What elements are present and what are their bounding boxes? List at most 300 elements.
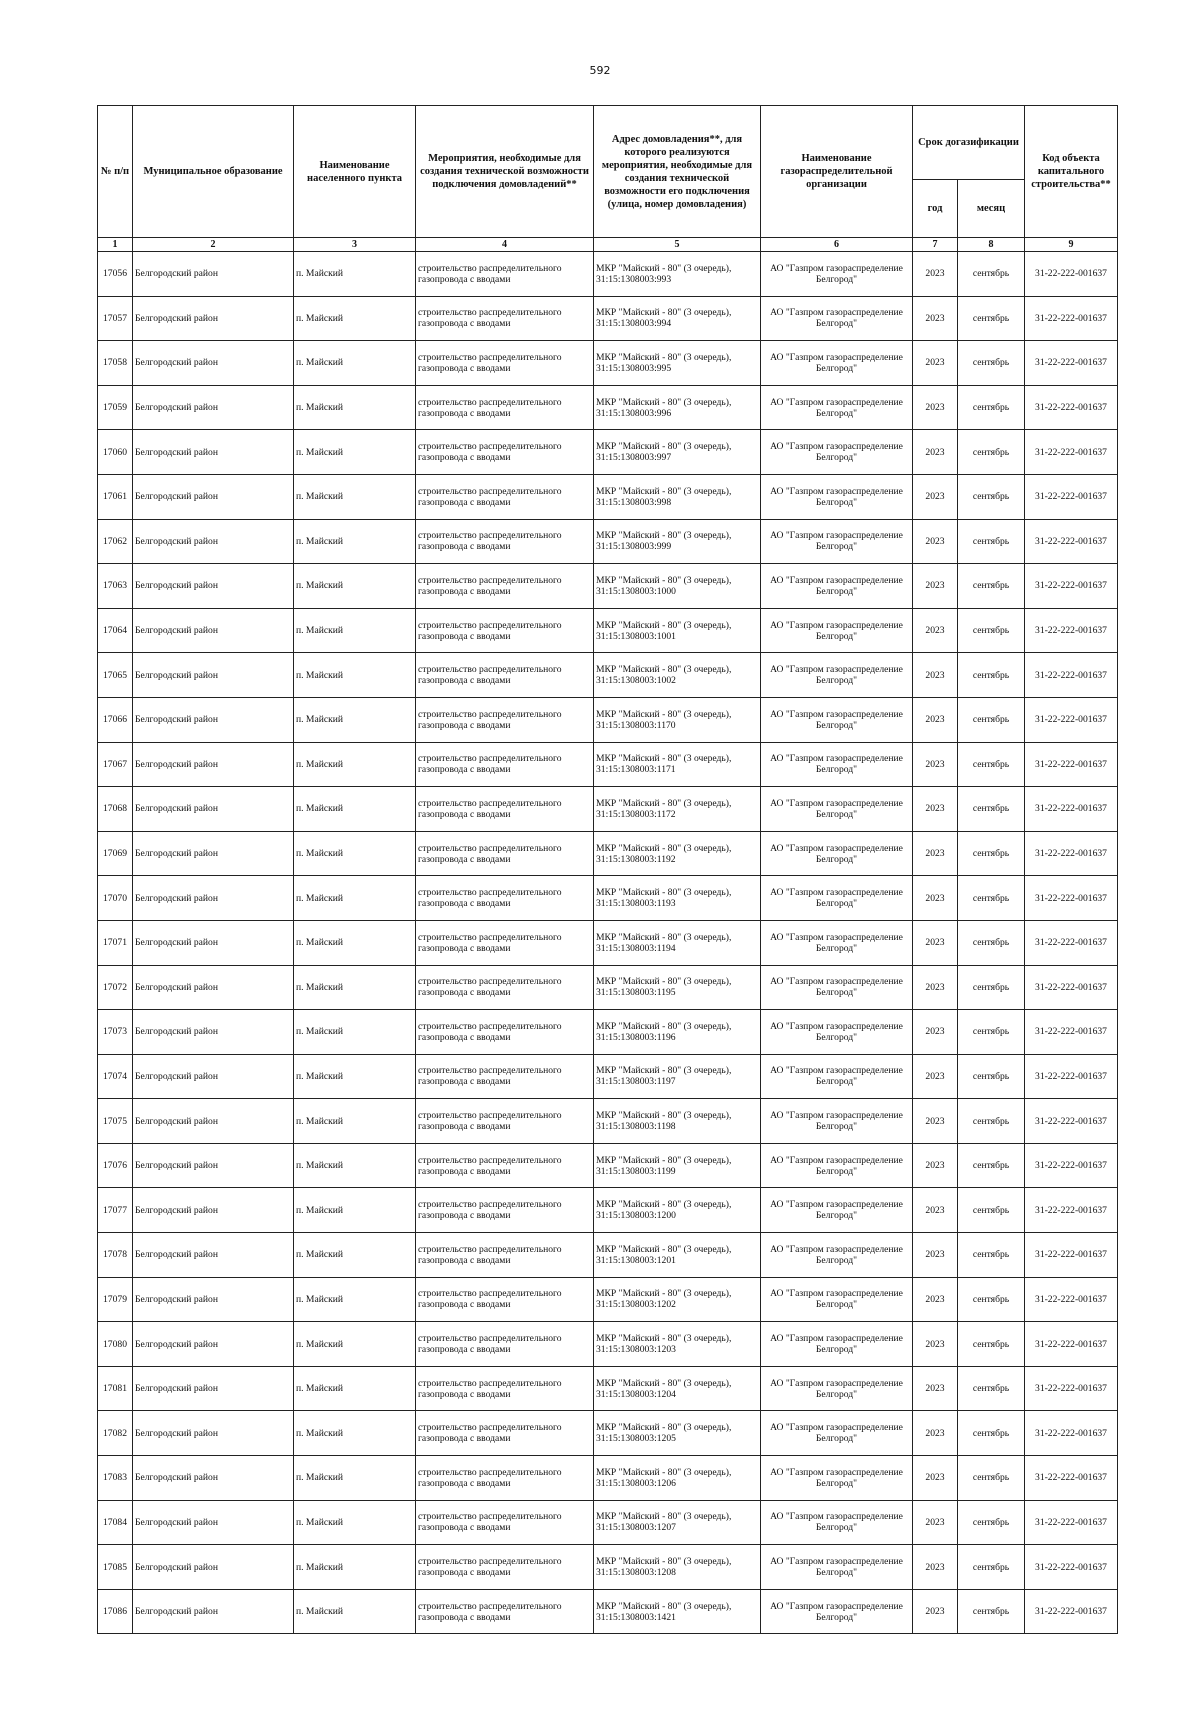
- month-cell: сентябрь: [958, 1545, 1025, 1590]
- table-row: [98, 1099, 1118, 1144]
- address-cell: МКР "Майский - 80" (3 очередь), 31:15:1308003:993: [594, 252, 761, 297]
- month-cell: сентябрь: [958, 1411, 1025, 1456]
- object-code-cell: 31-22-222-001637: [1025, 1589, 1118, 1634]
- object-code-cell: 31-22-222-001637: [1025, 1411, 1118, 1456]
- row-number: 17067: [98, 742, 133, 787]
- organization-cell: АО "Газпром газораспределение Белгород": [761, 1589, 913, 1634]
- object-code-cell: 31-22-222-001637: [1025, 831, 1118, 876]
- settlement-cell: п. Майский: [294, 831, 416, 876]
- municipality-cell: Белгородский район: [133, 1188, 294, 1233]
- table-row: [98, 1010, 1118, 1055]
- object-code-cell: 31-22-222-001637: [1025, 742, 1118, 787]
- table-row: [98, 920, 1118, 965]
- object-code-cell: 31-22-222-001637: [1025, 1143, 1118, 1188]
- municipality-cell: Белгородский район: [133, 1411, 294, 1456]
- address-cell: МКР "Майский - 80" (3 очередь), 31:15:1308003:1207: [594, 1500, 761, 1545]
- measure-cell: строительство распределительного газопровода с вводами: [416, 1589, 594, 1634]
- object-code-cell: 31-22-222-001637: [1025, 653, 1118, 698]
- row-number: 17057: [98, 296, 133, 341]
- object-code-cell: 31-22-222-001637: [1025, 1099, 1118, 1144]
- month-cell: сентябрь: [958, 430, 1025, 475]
- month-cell: сентябрь: [958, 385, 1025, 430]
- header-num: № п/п: [98, 106, 133, 238]
- object-code-cell: 31-22-222-001637: [1025, 341, 1118, 386]
- object-code-cell: 31-22-222-001637: [1025, 876, 1118, 921]
- organization-cell: АО "Газпром газораспределение Белгород": [761, 1233, 913, 1278]
- row-number: 17082: [98, 1411, 133, 1456]
- organization-cell: АО "Газпром газораспределение Белгород": [761, 1054, 913, 1099]
- settlement-cell: п. Майский: [294, 1500, 416, 1545]
- year-cell: 2023: [913, 1188, 958, 1233]
- settlement-cell: п. Майский: [294, 608, 416, 653]
- municipality-cell: Белгородский район: [133, 564, 294, 609]
- measure-cell: строительство распределительного газопровода с вводами: [416, 1500, 594, 1545]
- year-cell: 2023: [913, 1545, 958, 1590]
- month-cell: сентябрь: [958, 1456, 1025, 1501]
- municipality-cell: Белгородский район: [133, 1500, 294, 1545]
- year-cell: 2023: [913, 1233, 958, 1278]
- row-number: 17081: [98, 1366, 133, 1411]
- measure-cell: строительство распределительного газопровода с вводами: [416, 519, 594, 564]
- row-number: 17060: [98, 430, 133, 475]
- address-cell: МКР "Майский - 80" (3 очередь), 31:15:1308003:1421: [594, 1589, 761, 1634]
- organization-cell: АО "Газпром газораспределение Белгород": [761, 474, 913, 519]
- month-cell: сентябрь: [958, 920, 1025, 965]
- year-cell: 2023: [913, 920, 958, 965]
- object-code-cell: 31-22-222-001637: [1025, 1500, 1118, 1545]
- header-org: Наименование газораспределительной организации: [761, 106, 913, 238]
- month-cell: сентябрь: [958, 1277, 1025, 1322]
- object-code-cell: 31-22-222-001637: [1025, 564, 1118, 609]
- row-number: 17075: [98, 1099, 133, 1144]
- table-row: [98, 742, 1118, 787]
- table-row: [98, 252, 1118, 297]
- municipality-cell: Белгородский район: [133, 608, 294, 653]
- row-number: 17074: [98, 1054, 133, 1099]
- column-number-row: [98, 238, 1118, 252]
- address-cell: МКР "Майский - 80" (3 очередь), 31:15:1308003:1205: [594, 1411, 761, 1456]
- measure-cell: строительство распределительного газопровода с вводами: [416, 876, 594, 921]
- settlement-cell: п. Майский: [294, 1589, 416, 1634]
- table-body: [98, 252, 1118, 1634]
- organization-cell: АО "Газпром газораспределение Белгород": [761, 1143, 913, 1188]
- settlement-cell: п. Майский: [294, 1233, 416, 1278]
- address-cell: МКР "Майский - 80" (3 очередь), 31:15:1308003:1195: [594, 965, 761, 1010]
- table-row: [98, 1233, 1118, 1278]
- organization-cell: АО "Газпром газораспределение Белгород": [761, 1099, 913, 1144]
- municipality-cell: Белгородский район: [133, 1099, 294, 1144]
- header-code: Код объекта капитального строительства**: [1025, 106, 1118, 238]
- row-number: 17083: [98, 1456, 133, 1501]
- measure-cell: строительство распределительного газопровода с вводами: [416, 965, 594, 1010]
- year-cell: 2023: [913, 1589, 958, 1634]
- month-cell: сентябрь: [958, 1366, 1025, 1411]
- row-number: 17058: [98, 341, 133, 386]
- month-cell: сентябрь: [958, 965, 1025, 1010]
- column-number: 9: [1025, 238, 1118, 252]
- table-row: [98, 1366, 1118, 1411]
- row-number: 17066: [98, 697, 133, 742]
- month-cell: сентябрь: [958, 296, 1025, 341]
- address-cell: МКР "Майский - 80" (3 очередь), 31:15:1308003:1196: [594, 1010, 761, 1055]
- header-address: Адрес домовладения**, для которого реализуются мероприятия, необходимые для создания технической возможности его подключения (улица, номер домовладения): [594, 106, 761, 238]
- year-cell: 2023: [913, 1411, 958, 1456]
- municipality-cell: Белгородский район: [133, 1545, 294, 1590]
- organization-cell: АО "Газпром газораспределение Белгород": [761, 1500, 913, 1545]
- organization-cell: АО "Газпром газораспределение Белгород": [761, 920, 913, 965]
- address-cell: МКР "Майский - 80" (3 очередь), 31:15:1308003:1193: [594, 876, 761, 921]
- municipality-cell: Белгородский район: [133, 831, 294, 876]
- table-row: [98, 1277, 1118, 1322]
- organization-cell: АО "Газпром газораспределение Белгород": [761, 876, 913, 921]
- table-row: [98, 831, 1118, 876]
- organization-cell: АО "Газпром газораспределение Белгород": [761, 564, 913, 609]
- organization-cell: АО "Газпром газораспределение Белгород": [761, 608, 913, 653]
- table-row: [98, 1500, 1118, 1545]
- settlement-cell: п. Майский: [294, 697, 416, 742]
- month-cell: сентябрь: [958, 876, 1025, 921]
- object-code-cell: 31-22-222-001637: [1025, 1233, 1118, 1278]
- address-cell: МКР "Майский - 80" (3 очередь), 31:15:1308003:1001: [594, 608, 761, 653]
- month-cell: сентябрь: [958, 564, 1025, 609]
- address-cell: МКР "Майский - 80" (3 очередь), 31:15:1308003:1198: [594, 1099, 761, 1144]
- measure-cell: строительство распределительного газопровода с вводами: [416, 831, 594, 876]
- month-cell: сентябрь: [958, 519, 1025, 564]
- settlement-cell: п. Майский: [294, 1143, 416, 1188]
- address-cell: МКР "Майский - 80" (3 очередь), 31:15:1308003:1194: [594, 920, 761, 965]
- measure-cell: строительство распределительного газопровода с вводами: [416, 430, 594, 475]
- organization-cell: АО "Газпром газораспределение Белгород": [761, 430, 913, 475]
- row-number: 17064: [98, 608, 133, 653]
- year-cell: 2023: [913, 831, 958, 876]
- table-row: [98, 564, 1118, 609]
- municipality-cell: Белгородский район: [133, 787, 294, 832]
- year-cell: 2023: [913, 1143, 958, 1188]
- settlement-cell: п. Майский: [294, 965, 416, 1010]
- column-number: 5: [594, 238, 761, 252]
- year-cell: 2023: [913, 474, 958, 519]
- year-cell: 2023: [913, 430, 958, 475]
- column-number: 1: [98, 238, 133, 252]
- settlement-cell: п. Майский: [294, 742, 416, 787]
- column-number: 7: [913, 238, 958, 252]
- row-number: 17065: [98, 653, 133, 698]
- row-number: 17059: [98, 385, 133, 430]
- measure-cell: строительство распределительного газопровода с вводами: [416, 742, 594, 787]
- year-cell: 2023: [913, 252, 958, 297]
- settlement-cell: п. Майский: [294, 1099, 416, 1144]
- municipality-cell: Белгородский район: [133, 697, 294, 742]
- month-cell: сентябрь: [958, 1010, 1025, 1055]
- year-cell: 2023: [913, 296, 958, 341]
- table-row: [98, 1411, 1118, 1456]
- table-row: [98, 1545, 1118, 1590]
- address-cell: МКР "Майский - 80" (3 очередь), 31:15:1308003:1208: [594, 1545, 761, 1590]
- object-code-cell: 31-22-222-001637: [1025, 1322, 1118, 1367]
- organization-cell: АО "Газпром газораспределение Белгород": [761, 653, 913, 698]
- table-row: [98, 965, 1118, 1010]
- municipality-cell: Белгородский район: [133, 653, 294, 698]
- organization-cell: АО "Газпром газораспределение Белгород": [761, 1366, 913, 1411]
- year-cell: 2023: [913, 1099, 958, 1144]
- table-row: [98, 430, 1118, 475]
- object-code-cell: 31-22-222-001637: [1025, 252, 1118, 297]
- table-row: [98, 1589, 1118, 1634]
- municipality-cell: Белгородский район: [133, 965, 294, 1010]
- settlement-cell: п. Майский: [294, 341, 416, 386]
- object-code-cell: 31-22-222-001637: [1025, 474, 1118, 519]
- row-number: 17077: [98, 1188, 133, 1233]
- table-row: [98, 697, 1118, 742]
- measure-cell: строительство распределительного газопровода с вводами: [416, 385, 594, 430]
- column-number: 2: [133, 238, 294, 252]
- settlement-cell: п. Майский: [294, 1277, 416, 1322]
- municipality-cell: Белгородский район: [133, 1366, 294, 1411]
- settlement-cell: п. Майский: [294, 1545, 416, 1590]
- settlement-cell: п. Майский: [294, 474, 416, 519]
- table-row: [98, 519, 1118, 564]
- row-number: 17061: [98, 474, 133, 519]
- row-number: 17062: [98, 519, 133, 564]
- settlement-cell: п. Майский: [294, 519, 416, 564]
- month-cell: сентябрь: [958, 1054, 1025, 1099]
- column-number: 6: [761, 238, 913, 252]
- year-cell: 2023: [913, 965, 958, 1010]
- municipality-cell: Белгородский район: [133, 876, 294, 921]
- measure-cell: строительство распределительного газопровода с вводами: [416, 1233, 594, 1278]
- column-number: 3: [294, 238, 416, 252]
- row-number: 17072: [98, 965, 133, 1010]
- year-cell: 2023: [913, 519, 958, 564]
- page-number: 592: [589, 64, 611, 77]
- municipality-cell: Белгородский район: [133, 1277, 294, 1322]
- measure-cell: строительство распределительного газопровода с вводами: [416, 697, 594, 742]
- settlement-cell: п. Майский: [294, 1010, 416, 1055]
- object-code-cell: 31-22-222-001637: [1025, 1054, 1118, 1099]
- object-code-cell: 31-22-222-001637: [1025, 965, 1118, 1010]
- municipality-cell: Белгородский район: [133, 519, 294, 564]
- address-cell: МКР "Майский - 80" (3 очередь), 31:15:1308003:994: [594, 296, 761, 341]
- object-code-cell: 31-22-222-001637: [1025, 1010, 1118, 1055]
- row-number: 17069: [98, 831, 133, 876]
- organization-cell: АО "Газпром газораспределение Белгород": [761, 1456, 913, 1501]
- month-cell: сентябрь: [958, 1233, 1025, 1278]
- measure-cell: строительство распределительного газопровода с вводами: [416, 341, 594, 386]
- table-row: [98, 608, 1118, 653]
- organization-cell: АО "Газпром газораспределение Белгород": [761, 1010, 913, 1055]
- address-cell: МКР "Майский - 80" (3 очередь), 31:15:1308003:1200: [594, 1188, 761, 1233]
- municipality-cell: Белгородский район: [133, 1456, 294, 1501]
- object-code-cell: 31-22-222-001637: [1025, 1545, 1118, 1590]
- row-number: 17070: [98, 876, 133, 921]
- month-cell: сентябрь: [958, 1143, 1025, 1188]
- address-cell: МКР "Майский - 80" (3 очередь), 31:15:1308003:997: [594, 430, 761, 475]
- month-cell: сентябрь: [958, 474, 1025, 519]
- measure-cell: строительство распределительного газопровода с вводами: [416, 1277, 594, 1322]
- municipality-cell: Белгородский район: [133, 1589, 294, 1634]
- object-code-cell: 31-22-222-001637: [1025, 296, 1118, 341]
- address-cell: МКР "Майский - 80" (3 очередь), 31:15:1308003:1172: [594, 787, 761, 832]
- settlement-cell: п. Майский: [294, 1411, 416, 1456]
- row-number: 17056: [98, 252, 133, 297]
- measure-cell: строительство распределительного газопровода с вводами: [416, 1099, 594, 1144]
- organization-cell: АО "Газпром газораспределение Белгород": [761, 831, 913, 876]
- row-number: 17086: [98, 1589, 133, 1634]
- organization-cell: АО "Газпром газораспределение Белгород": [761, 385, 913, 430]
- organization-cell: АО "Газпром газораспределение Белгород": [761, 697, 913, 742]
- table-row: [98, 474, 1118, 519]
- organization-cell: АО "Газпром газораспределение Белгород": [761, 341, 913, 386]
- organization-cell: АО "Газпром газораспределение Белгород": [761, 1411, 913, 1456]
- header-municipality: Муниципальное образование: [133, 106, 294, 238]
- address-cell: МКР "Майский - 80" (3 очередь), 31:15:1308003:1000: [594, 564, 761, 609]
- row-number: 17084: [98, 1500, 133, 1545]
- year-cell: 2023: [913, 385, 958, 430]
- measure-cell: строительство распределительного газопровода с вводами: [416, 252, 594, 297]
- measure-cell: строительство распределительного газопровода с вводами: [416, 1545, 594, 1590]
- month-cell: сентябрь: [958, 252, 1025, 297]
- month-cell: сентябрь: [958, 608, 1025, 653]
- municipality-cell: Белгородский район: [133, 296, 294, 341]
- measure-cell: строительство распределительного газопровода с вводами: [416, 1010, 594, 1055]
- address-cell: МКР "Майский - 80" (3 очередь), 31:15:1308003:1197: [594, 1054, 761, 1099]
- month-cell: сентябрь: [958, 787, 1025, 832]
- settlement-cell: п. Майский: [294, 653, 416, 698]
- organization-cell: АО "Газпром газораспределение Белгород": [761, 1322, 913, 1367]
- table-row: [98, 1188, 1118, 1233]
- measure-cell: строительство распределительного газопровода с вводами: [416, 920, 594, 965]
- measure-cell: строительство распределительного газопровода с вводами: [416, 787, 594, 832]
- address-cell: МКР "Майский - 80" (3 очередь), 31:15:1308003:1002: [594, 653, 761, 698]
- municipality-cell: Белгородский район: [133, 1143, 294, 1188]
- settlement-cell: п. Майский: [294, 787, 416, 832]
- header-measures: Мероприятия, необходимые для создания технической возможности подключения домовладений**: [416, 106, 594, 238]
- object-code-cell: 31-22-222-001637: [1025, 608, 1118, 653]
- address-cell: МКР "Майский - 80" (3 очередь), 31:15:1308003:1170: [594, 697, 761, 742]
- table-row: [98, 653, 1118, 698]
- object-code-cell: 31-22-222-001637: [1025, 1188, 1118, 1233]
- measure-cell: строительство распределительного газопровода с вводами: [416, 474, 594, 519]
- measure-cell: строительство распределительного газопровода с вводами: [416, 564, 594, 609]
- row-number: 17073: [98, 1010, 133, 1055]
- measure-cell: строительство распределительного газопровода с вводами: [416, 1143, 594, 1188]
- table-row: [98, 876, 1118, 921]
- column-number: 4: [416, 238, 594, 252]
- address-cell: МКР "Майский - 80" (3 очередь), 31:15:1308003:1203: [594, 1322, 761, 1367]
- organization-cell: АО "Газпром газораспределение Белгород": [761, 742, 913, 787]
- municipality-cell: Белгородский район: [133, 385, 294, 430]
- year-cell: 2023: [913, 564, 958, 609]
- settlement-cell: п. Майский: [294, 252, 416, 297]
- organization-cell: АО "Газпром газораспределение Белгород": [761, 787, 913, 832]
- header-deadline: Срок догазификации: [913, 106, 1025, 180]
- object-code-cell: 31-22-222-001637: [1025, 920, 1118, 965]
- year-cell: 2023: [913, 341, 958, 386]
- address-cell: МКР "Майский - 80" (3 очередь), 31:15:1308003:995: [594, 341, 761, 386]
- settlement-cell: п. Майский: [294, 564, 416, 609]
- year-cell: 2023: [913, 697, 958, 742]
- municipality-cell: Белгородский район: [133, 1233, 294, 1278]
- gasification-table: [97, 105, 1118, 1634]
- municipality-cell: Белгородский район: [133, 742, 294, 787]
- year-cell: 2023: [913, 742, 958, 787]
- measure-cell: строительство распределительного газопровода с вводами: [416, 296, 594, 341]
- organization-cell: АО "Газпром газораспределение Белгород": [761, 965, 913, 1010]
- settlement-cell: п. Майский: [294, 1188, 416, 1233]
- table-row: [98, 1143, 1118, 1188]
- header-year: год: [913, 180, 958, 238]
- row-number: 17080: [98, 1322, 133, 1367]
- row-number: 17078: [98, 1233, 133, 1278]
- year-cell: 2023: [913, 1322, 958, 1367]
- address-cell: МКР "Майский - 80" (3 очередь), 31:15:1308003:998: [594, 474, 761, 519]
- municipality-cell: Белгородский район: [133, 1054, 294, 1099]
- table-row: [98, 1322, 1118, 1367]
- address-cell: МКР "Майский - 80" (3 очередь), 31:15:1308003:1192: [594, 831, 761, 876]
- row-number: 17085: [98, 1545, 133, 1590]
- measure-cell: строительство распределительного газопровода с вводами: [416, 1411, 594, 1456]
- address-cell: МКР "Майский - 80" (3 очередь), 31:15:1308003:996: [594, 385, 761, 430]
- address-cell: МКР "Майский - 80" (3 очередь), 31:15:1308003:1199: [594, 1143, 761, 1188]
- object-code-cell: 31-22-222-001637: [1025, 385, 1118, 430]
- municipality-cell: Белгородский район: [133, 474, 294, 519]
- municipality-cell: Белгородский район: [133, 920, 294, 965]
- row-number: 17063: [98, 564, 133, 609]
- table-row: [98, 1456, 1118, 1501]
- month-cell: сентябрь: [958, 1500, 1025, 1545]
- table-row: [98, 787, 1118, 832]
- row-number: 17076: [98, 1143, 133, 1188]
- table-row: [98, 1054, 1118, 1099]
- settlement-cell: п. Майский: [294, 296, 416, 341]
- month-cell: сентябрь: [958, 653, 1025, 698]
- year-cell: 2023: [913, 1366, 958, 1411]
- organization-cell: АО "Газпром газораспределение Белгород": [761, 1277, 913, 1322]
- year-cell: 2023: [913, 787, 958, 832]
- table-row: [98, 296, 1118, 341]
- address-cell: МКР "Майский - 80" (3 очередь), 31:15:1308003:1171: [594, 742, 761, 787]
- object-code-cell: 31-22-222-001637: [1025, 1456, 1118, 1501]
- year-cell: 2023: [913, 608, 958, 653]
- measure-cell: строительство распределительного газопровода с вводами: [416, 1054, 594, 1099]
- header-month: месяц: [958, 180, 1025, 238]
- measure-cell: строительство распределительного газопровода с вводами: [416, 1322, 594, 1367]
- organization-cell: АО "Газпром газораспределение Белгород": [761, 252, 913, 297]
- month-cell: сентябрь: [958, 1099, 1025, 1144]
- year-cell: 2023: [913, 1010, 958, 1055]
- settlement-cell: п. Майский: [294, 1054, 416, 1099]
- measure-cell: строительство распределительного газопровода с вводами: [416, 1366, 594, 1411]
- object-code-cell: 31-22-222-001637: [1025, 519, 1118, 564]
- table-header: [98, 106, 1118, 252]
- address-cell: МКР "Майский - 80" (3 очередь), 31:15:1308003:1206: [594, 1456, 761, 1501]
- settlement-cell: п. Майский: [294, 876, 416, 921]
- year-cell: 2023: [913, 1277, 958, 1322]
- month-cell: сентябрь: [958, 831, 1025, 876]
- row-number: 17071: [98, 920, 133, 965]
- year-cell: 2023: [913, 653, 958, 698]
- municipality-cell: Белгородский район: [133, 1010, 294, 1055]
- address-cell: МКР "Майский - 80" (3 очередь), 31:15:1308003:1204: [594, 1366, 761, 1411]
- object-code-cell: 31-22-222-001637: [1025, 1366, 1118, 1411]
- organization-cell: АО "Газпром газораспределение Белгород": [761, 296, 913, 341]
- row-number: 17079: [98, 1277, 133, 1322]
- municipality-cell: Белгородский район: [133, 341, 294, 386]
- object-code-cell: 31-22-222-001637: [1025, 787, 1118, 832]
- header-settlement: Наименование населенного пункта: [294, 106, 416, 238]
- settlement-cell: п. Майский: [294, 1322, 416, 1367]
- address-cell: МКР "Майский - 80" (3 очередь), 31:15:1308003:999: [594, 519, 761, 564]
